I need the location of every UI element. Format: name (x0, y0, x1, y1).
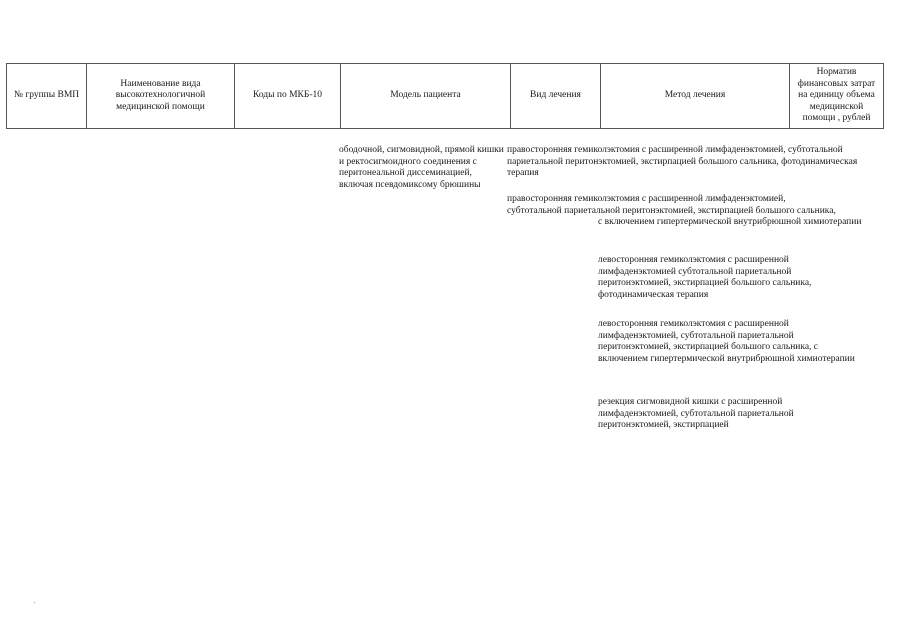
treatment-method-2-line2: субтотальной париетальной перитонэктомией, экстирпацией большого сальника, (507, 205, 836, 216)
header-treatment-method: Метод лечения (601, 64, 790, 129)
treatment-method-2-line1: правосторонняя гемиколэктомия с расширенной лимфаденэктомией, (507, 194, 786, 204)
treatment-method-2-line3: с включением гипертермической внутрибрюшной химиотерапии (598, 217, 862, 227)
header-treatment-type: Вид лечения (511, 64, 601, 129)
treatment-method-3: левосторонняя гемиколэктомия с расширенной лимфаденэктомией субтотальной париетальной перитонэктомией, экстирпацией большого сальника, фотодинамическая терапия (598, 255, 812, 300)
header-table (6, 63, 884, 129)
header-care-type: Наименование вида высокотехнологичной медицинской помощи (87, 64, 235, 129)
header-group-number: № группы ВМП (7, 64, 87, 129)
header-patient-model: Модель пациента (341, 64, 511, 129)
page-mark (34, 602, 35, 603)
treatment-method-4: левосторонняя гемиколэктомия с расширенной лимфаденэктомией, субтотальной париетальной перитонэктомией, экстирпацией большого сальника, с включением гипертермической внутрибрюшной химиотерапии (598, 319, 855, 364)
treatment-method-2 (507, 194, 887, 229)
patient-model-text: ободочной, сигмовидной, прямой кишки и ректосигмоидного соединения с перитонеальной диссеминацией, включая псевдомиксому брюшины (339, 145, 504, 190)
header-cost-standard: Норматив финансовых затрат на единицу объема медицинской помощи , рублей (790, 64, 884, 129)
treatment-method-5: резекция сигмовидной кишки с расширенной лимфаденэктомией, субтотальной париетальной перитонэктомией, экстирпацией (598, 397, 794, 430)
treatment-method-1: правосторонняя гемиколэктомия с расширенной лимфаденэктомией, субтотальной париетальной перитонэктомией, экстирпацией большого сальника, фотодинамическая терапия (507, 145, 858, 178)
header-icd-codes: Коды по МКБ-10 (235, 64, 341, 129)
